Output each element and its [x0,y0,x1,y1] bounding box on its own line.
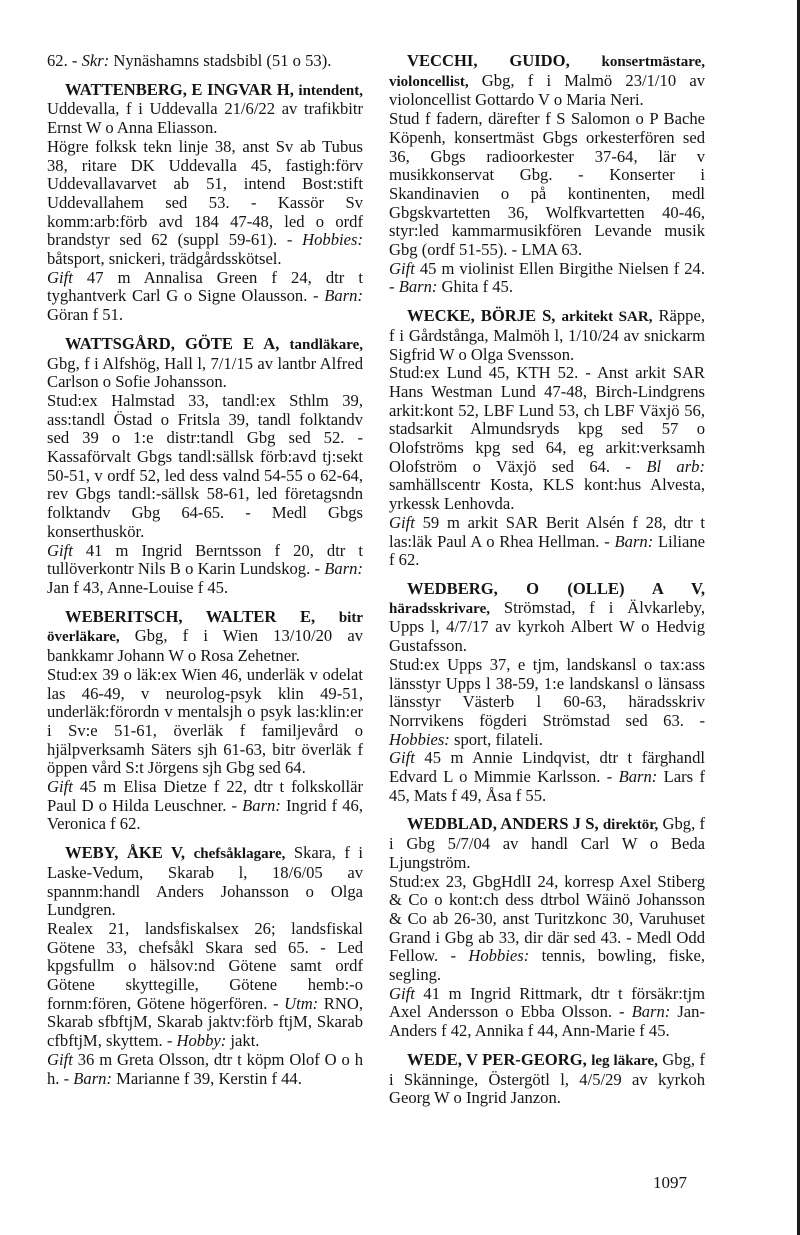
entry-text-span: Högre folksk tekn linje 38, anst Sv ab Tubus 38, ritare DK Uddevalla 45, fastigh:förv Uddevallavarvet ab 51, intend Bost:stift Uddevallahem sed 53. - Kassör Sv komm:arb:förb avd 184 47-48, led o ordf brandstyr sed 62 (suppl 59-61). - [47,136,363,250]
entry-wattsgard [47,335,363,598]
entry-family [47,778,363,834]
label-hobbies: Hobbies: [302,230,363,250]
entry-title: arkitekt SAR, [561,309,653,326]
entry-title: direktör, [602,817,659,834]
entry-title: tandläkare, [289,336,363,353]
entry-text-span: Stud:ex Halmstad 33, tandl:ex Sthlm 39, ass:tandl Östad o Fritsla 39, tandl folktandv sed 39 o 1:e distr:tandl Gbg sed 52. - Kassaförvalt Gbgs tandl:sällsk förb:avd tj:sekt 50-51, v ordf 52, led dess valnd 54-55 o 62-64, rev Gbgs tandl:-sällsk 58-61, led företagsndn folktandv Gbg 64-65. - Medl Gbgs konserthuskör. [47,390,363,541]
entry-text-span: Lars f 45, Mats f 49, Åsa f 55. [389,767,705,805]
entry-text-span: Stud:ex Upps 37, e tjm, landskansl o tax:ass länsstyr Upps l 38-59, 1:e landskansl o länsass länsstyr Västerb l 60-63, häradsskriv Norrvikens fögderi Strömstad sed 63. - [389,654,705,730]
entry-text [47,52,363,71]
entry-text-span: tennis, bowling, fiske, segling. [389,946,705,985]
entry-family [47,542,363,598]
entry-intro: Strömstad, f i Älvkarleby, Upps l, 4/7/17 av kyrkoh Albert W o Hedvig Gustafsson. [389,597,705,656]
entry-family [47,269,363,325]
entry-header [389,307,705,364]
label-gift: Gift [47,540,73,560]
entry-name: WATTSGÅRD, GÖTE E A, [65,333,290,353]
entry-intro: Gbg, f i Gbg 5/7/04 av handl Carl W o Beda Ljungström. [389,814,705,872]
entry-name: WEDBERG, O (OLLE) A V, [407,578,705,598]
entry-name: WECKE, BÖRJE S, [407,306,562,326]
entry-intro: Gbg, f i Wien 13/10/20 av bankkamr Johann W o Rosa Zehetner. [47,626,363,666]
entry-text-span: 45 m Elisa Dietze f 22, dtr t folkskollär Paul D o Hilda Leuschner. - [47,777,363,815]
entry-text-span: 45 m violinist Ellen Birgithe Nielsen f 24. - [389,258,705,297]
label-barn: Barn: [398,277,438,297]
entry-name: WEDBLAD, ANDERS J S, [407,814,603,834]
label-hobby: Hobby: [176,1031,227,1051]
entry-family [389,514,705,570]
entry-text-span: Jan-Anders f 42, Annika f 44, Ann-Marie f 45. [389,1002,705,1041]
entry-weberitsch [47,608,363,834]
entry-header [47,81,363,138]
entry-intro: Gbg, f i Alfshög, Hall l, 7/1/15 av lantbr Alfred Carlson o Sofie Johansson. [47,353,363,392]
label-barn: Barn: [618,767,658,787]
entry-career [47,920,363,1051]
entry-text-span: 41 m Ingrid Berntsson f 20, dtr t tullöverkontr Nils B o Karin Lundskog. - [47,540,363,579]
entry-text-span: Stud:ex 39 o läk:ex Wien 46, underläk v odelat las 46-49, v neurolog-psyk klin 49-51, underläk:förordn v mentalsjh o psyk las:klin:er i Sv:e 51-61, överläk f familjevård o hjälpverksamh Säters sjh 61-63, bitr överläk f öppen vård S:t Jörgens sjh Gbg sed 64. [47,664,363,778]
entry-text-span: Stud f fadern, därefter f S Salomon o P Bache Köpenh, konsertmäst Gbgs orkesterfören sed 36, Gbgs radioorkester 37-64, lär v musikkonservat Gbg. - Konserter i Skandinavien o på kontinenten, medl Gbgskvartetten 36, Wolfkvartetten 40-46, styr:led kammarmusikfören Levande musik Gbg (ordf 51-55). - LMA 63. [389,109,705,260]
entry-career [389,656,705,750]
entry-title: leg läkare, [591,1052,658,1069]
page-number: 1097 [653,1173,687,1192]
entry-header [47,335,363,392]
entry-text-span: Ghita f 45. [437,277,513,297]
entry-header [389,52,705,110]
entry-header [47,844,363,920]
entry-intro: Skara, f i Laske-Vedum, Skarab l, 18/6/05 av spannm:handl Anders Johansson o Olga Lundgren. [47,843,363,920]
label-gift: Gift [47,1049,73,1069]
entry-career [389,364,705,514]
label-gift: Gift [389,258,415,278]
entry-career [389,873,705,985]
label-skr: Skr: [81,51,110,70]
entry-career [47,666,363,778]
entry-text-span: båtsport, snickeri, trädgårdsskötsel. [47,249,282,269]
label-gift: Gift [389,748,415,768]
entry-title: bitr överläkare, [47,609,363,646]
entry-header [389,1051,705,1108]
entry-text-span: Marianne f 39, Kerstin f 44. [112,1068,302,1088]
label-barn: Barn: [324,286,363,306]
entry-header [47,608,363,666]
entry-wede [389,1051,705,1108]
entry-text-span: 41 m Ingrid Rittmark, dtr t försäkr:tjm Axel Andersson o Ebba Olsson. - [389,983,705,1022]
label-barn: Barn: [631,1002,671,1022]
entry-text-span: 45 m Annie Lindqvist, dtr t färghandl Edvard L o Mimmie Karlsson. - [389,748,705,787]
entry-name: WATTENBERG, E INGVAR H, [65,79,299,99]
entry-title: chefsåklagare, [193,846,286,863]
entry-name: WEBERITSCH, WALTER E, [65,606,339,626]
label-barn: Barn: [324,559,363,579]
entry-intro: Gbg, f i Skänninge, Östergötl l, 4/5/29 av kyrkoh Georg W o Ingrid Janzon. [389,1049,705,1108]
label-utm: Utm: [284,993,319,1013]
entry-title: intendent, [298,82,363,99]
entry-family [389,749,705,805]
entry-text-span: Stud:ex 23, GbgHdlI 24, korresp Axel Stiberg & Co o kont:ch dess dtrbol Wäinö Johansson & Co ab 26-30, anst Turitzkonc 30, Varuhuset Grand i Gbg ab 33, dir där sed 43. - Medl Odd Fellow. - [389,871,705,966]
label-bl-arb: Bl arb: [646,456,705,476]
entry-text-span: 59 m arkit SAR Berit Alsén f 28, dtr t las:läk Paul A o Rhea Hellman. - [389,512,705,551]
entry-vecchi [389,52,705,297]
entry-wecke [389,307,705,570]
entry-text-span: Stud:ex Lund 45, KTH 52. - Anst arkit SAR Hans Westman Lund 47-48, Birch-Lindgrens arkit:kont 52, LBF Lund 53, ch LBF Växjö 56, stadsarkit Almundsryds kpg sed 57 o Olofströms kpg sed 64, eg arkit:verksamh Olofström o Växjö sed 64. - [389,363,705,476]
entry-text-span: samhällscentr Kosta, KLS kont:hus Alvesta, yrkessk Lenhovda. [389,475,705,514]
entry-text-span: Nynäshamns stadsbibl (51 o 53). [109,51,332,70]
entry-career [389,110,705,260]
entry-header [389,580,705,656]
entry-text-span: Liliane f 62. [389,531,705,570]
entry-title: häradsskrivare, [389,600,490,617]
entry-wattenberg [47,81,363,325]
label-barn: Barn: [242,795,281,815]
entry-text-span: Göran f 51. [47,305,124,325]
entry-text-span: RNO, Skarab sfbftjM, Skarab jaktv:förb ftjM, Skarab cfbftjM, skyttem. - [47,993,363,1051]
label-gift: Gift [389,983,415,1003]
label-barn: Barn: [73,1068,112,1088]
entry-title: konsertmästare, violoncellist, [389,54,705,90]
entry-intro: Räppe, f i Gårdstånga, Malmöh l, 1/10/24 av snickarm Sigfrid W o Olga Svensson. [389,306,705,364]
entry-name: WEDE, V PER-GEORG, [407,1049,592,1069]
label-gift: Gift [389,512,415,532]
entry-text-span: jakt. [226,1031,260,1051]
label-gift: Gift [47,777,73,797]
right-column [389,52,705,1118]
label-hobbies: Hobbies: [389,729,450,749]
entry-name: VECCHI, GUIDO, [407,51,602,70]
entry-intro: Gbg, f i Malmö 23/1/10 av violoncellist Gottardo V o Maria Neri. [389,70,705,110]
entry-intro: Uddevalla, f i Uddevalla 21/6/22 av trafikbitr Ernst W o Anna Eliasson. [47,99,363,138]
label-hobbies: Hobbies: [468,946,530,966]
entry-family [389,260,705,297]
entry-career [47,138,363,269]
entry-career [47,392,363,542]
entry-text-span: 36 m Greta Olsson, dtr t köpm Olof O o h h. - [47,1049,363,1088]
entry-text-span: sport, filateli. [449,729,543,749]
entry-wedblad [389,815,705,1040]
entry-text-span: 62. - [47,51,82,70]
entry-text-span: Realex 21, landsfiskalsex 26; landsfiskal Götene 33, chefsåkl Skara sed 65. - Led kpgsfullm o hälsov:nd Götene samt ordf Götene skyttegille, Götene hemb:-o fornm:fören, Götene högerfören. - [47,918,363,1013]
entry-text-span: Ingrid f 46, Veronica f 62. [47,795,363,834]
entry-name: WEBY, ÅKE V, [65,843,194,863]
entry-wedberg [389,580,705,805]
entry-header [389,815,705,872]
label-gift: Gift [47,267,73,287]
entry-family [47,1051,363,1088]
entry-continued [47,52,363,71]
entry-text-span: Jan f 43, Anne-Louise f 45. [47,577,229,597]
label-barn: Barn: [614,531,654,551]
entry-family [389,985,705,1041]
left-column [47,52,363,1098]
entry-weby [47,844,363,1088]
entry-text-span: 47 m Annalisa Green f 24, dtr t tyghantverk Carl G o Signe Olausson. - [47,267,363,306]
